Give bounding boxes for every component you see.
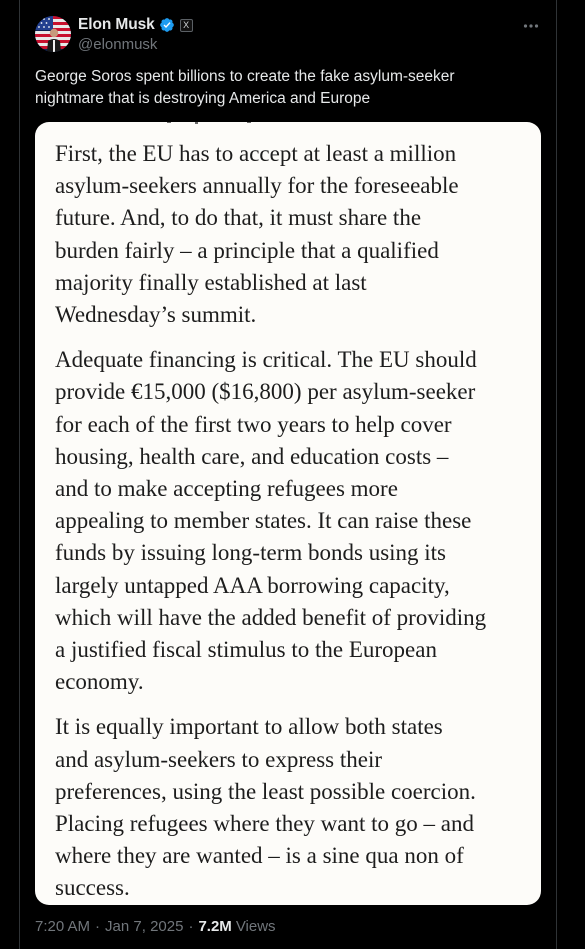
article-paragraph-2: Adequate financing is critical. The EU should provide €15,000 ($16,800) per asylum-seeker for each of the first two years to help cover housing, health care, and education costs – and to make accepting refugees more appealing to member states. It can raise these funds by issuing long-term bonds using its largely untapped AAA borrowing capacity, which will have the added benefit of providing a justified fiscal stimulus to the European economy.: [55, 347, 487, 695]
timeline-border-left: [19, 0, 20, 949]
article-paragraph-1: First, the EU has to accept at least a million asylum-seekers annually for the foreseeable future. And, to do that, it must share the burden fairly – a principle that a qualified majority finally established at last Wednesday’s summit.: [55, 141, 459, 328]
affiliation-x-badge[interactable]: X: [180, 19, 193, 32]
tweet-footer: [35, 918, 276, 935]
timeline-border-right: [556, 0, 557, 949]
avatar[interactable]: [35, 16, 71, 52]
views-count[interactable]: 7.2M: [198, 918, 232, 935]
author-display-name[interactable]: Elon Musk: [78, 16, 155, 33]
article-paragraph-3: It is equally important to allow both states and asylum-seekers to express their preferences, using the least possible coercion. Placing refugees where they want to go – and where they are wanted – is a sine qua non of success.: [55, 714, 476, 901]
cropped-text-fragment: [165, 122, 275, 125]
tweet-time[interactable]: 7:20 AM: [35, 918, 91, 935]
author-handle[interactable]: @elonmusk: [78, 36, 158, 53]
verified-badge-icon[interactable]: [159, 17, 175, 33]
more-horizontal-icon[interactable]: [521, 16, 541, 36]
tweet-header: [35, 14, 545, 54]
tweet-date[interactable]: Jan 7, 2025: [105, 918, 184, 935]
tweet-text: George Soros spent billions to create the fake asylum-seeker nightmare that is destroying America and Europe: [35, 68, 455, 107]
media-image[interactable]: [35, 122, 541, 905]
name-row: [78, 15, 193, 35]
author-names: [78, 15, 193, 53]
avatar-image: [35, 16, 71, 52]
footer-separator: ·: [95, 918, 101, 935]
article-excerpt: [55, 138, 535, 905]
views-label: Views: [235, 918, 276, 935]
footer-separator-2: ·: [188, 918, 194, 935]
